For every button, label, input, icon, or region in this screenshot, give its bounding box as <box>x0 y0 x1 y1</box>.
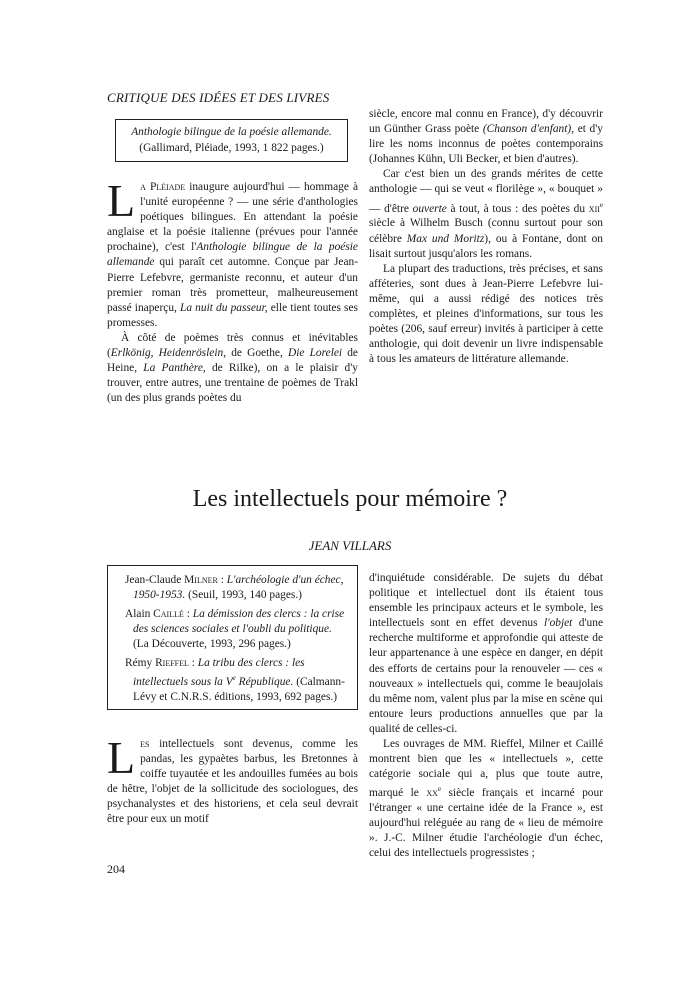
article-column-right <box>369 571 603 862</box>
drop-cap: L <box>107 175 136 226</box>
review-column-right <box>369 107 603 367</box>
article-paragraph: Les intellectuels sont devenus, comme les pandas, les gypaètes barbus, les Bretonnes à coiffe tuyautée et les andouilles fumées au bois de hêtre, l'objet de la sollicitude des sociologues, des psychanalystes et des historiens, et cela seul devrait être pour eux un motif <box>107 732 358 826</box>
reference-entry: Jean-Claude Milner : L'archéologie d'un échec, 1950-1953. (Seuil, 1993, 140 pages.) <box>125 574 344 601</box>
reference-entry: Alain Caillé : La démission des clercs : la crise des sciences sociales et l'oubli du politique. (La Découverte, 1993, 296 pages.) <box>125 608 345 650</box>
review-column-left <box>107 175 359 406</box>
article-author: JEAN VILLARS <box>308 538 392 553</box>
review-paragraph: La plupart des traductions, très précises, et sans afféteries, sont dues à Jean-Pierre Lefebvre lui-même, qui a aussi rédigé des notices très complètes, et pleines d'informations, sur tous les poètes (206, sauf erreur) invités à participer à cette anthologie, qui doit devenir un livre indispensable à tous les amateurs de littérature allemande. <box>369 262 603 366</box>
page-number: 204 <box>107 862 125 876</box>
article-paragraph: d'inquiétude considérable. De sujets du débat politique et intellectuel dont ils étaient tous ensemble les principaux acteurs et le symbole, les intellectuels sont en effet devenus l'objet d'une recherche multiforme et approfondie qui atteste de leur appartenance à une espèce en danger, en dépit des efforts de certains pour la renouveler — ces « nouveaux » intellectuels qui, comme le beaujolais du même nom, valent plus par la mise en scène qui entoure leurs productions annuelles que par la qualité de celles-ci. <box>369 572 603 735</box>
review-paragraph: siècle, encore mal connu en France), d'y découvrir un Günther Grass poète (Chanson d'enfant), et d'y lire les noms inconnus de poètes contemporains (Johannes Kühn, Uli Becker, et bien d'autres). <box>369 108 603 166</box>
review-paragraph: La Pléiade inaugure aujourd'hui — hommage à l'unité européenne ? — une série d'anthologies poétiques bilingues. En attendant la poésie anglaise et la poésie italienne (prévues pour l'année prochaine), c'est l'Anthologie bilingue de la poésie allemande qui paraît cet automne. Conçue par Jean-Pierre Lefebvre, germaniste reconnu, et auteur d'un premier roman très prometteur, malheureusement passé inaperçu, La nuit du passeur, elle tient toutes ses promesses. <box>107 175 359 329</box>
article-reference-box <box>107 565 358 710</box>
review-paragraph: Car c'est bien un des grands mérites de cette anthologie — qui se veut « florilège », « bouquet » — d'être ouverte à tout, à tous : des poètes du xii$^e$ siècle à Wilhelm Busch (connu surtout pour son célèbre Max und Moritz), ou à Fontane, dont on lisait surtout jusqu'alors les romans. <box>369 168 604 260</box>
review-paragraph: À côté de poèmes très connus et inévitables (Erlkönig, Heidenröslein, de Goethe, Die Lorelei de Heine, La Panthère, de Rilke), on a le plaisir d'y trouver, entre autres, une trentaine de poèmes de Trakl (un des plus grands poètes du <box>107 331 358 405</box>
reference-entry: Rémy Rieffel : La tribu des clercs : les intellectuels sous la Ve République. (Calmann-Lévy et C.N.R.S. éditions, 1993, 692 pages.) <box>125 657 345 703</box>
running-head: CRITIQUE DES IDÉES ET DES LIVRES <box>107 90 330 105</box>
review-reference-box <box>115 119 348 162</box>
review-book-title: Anthologie bilingue de la poésie allemande. <box>131 126 332 138</box>
article-title: Les intellectuels pour mémoire ? <box>192 486 508 512</box>
article-column-left <box>107 732 358 828</box>
article-paragraph: Les ouvrages de MM. Rieffel, Milner et Caillé montrent bien que les « intellectuels », cette catégorie sociale qui a, plus que toute autre, marqué le $xx^e$ siècle français et incarné pour l'étranger « une certaine idée de la France », est aujourd'hui reléguée au rang de « lieu de mémoire ». J.-C. Milner étudie l'archéologie d'un échec, celui des intellectuels progressistes ; <box>369 738 603 860</box>
review-book-publication: (Gallimard, Pléiade, 1993, 1 822 pages.) <box>139 142 324 154</box>
drop-cap: L <box>107 732 136 783</box>
